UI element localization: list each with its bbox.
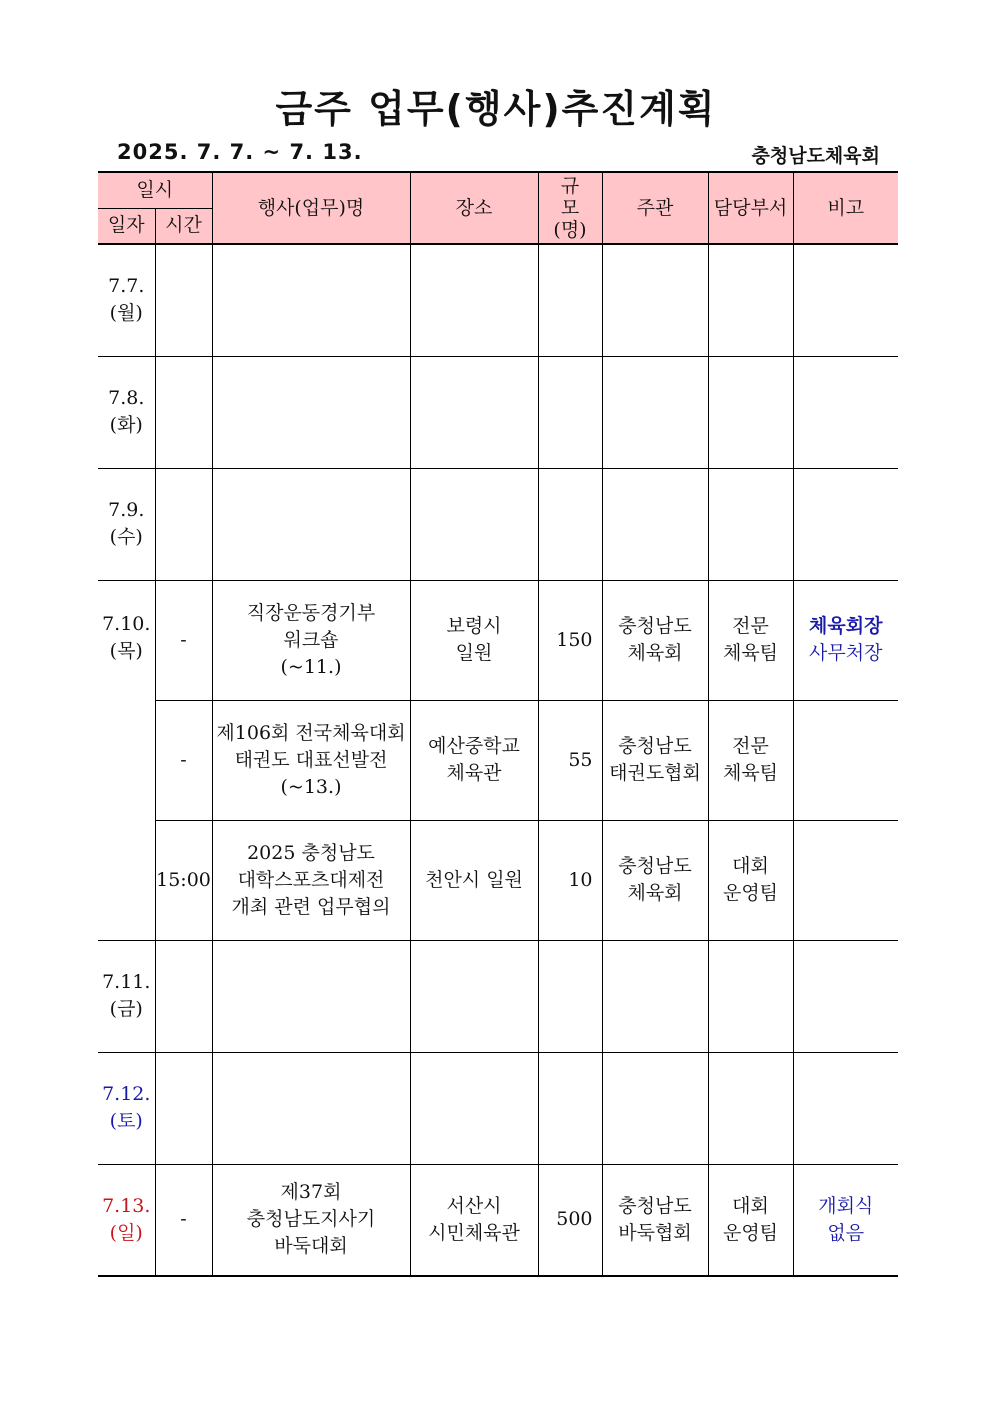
- col-header-event: 행사(업무)명: [212, 172, 410, 244]
- empty-cell: [538, 244, 602, 356]
- note-line: 개회식: [818, 1194, 874, 1217]
- note-cell: [793, 1164, 898, 1276]
- place-line: 천안시 일원: [425, 868, 523, 891]
- event-name-line: 대학스포츠대제전: [237, 868, 385, 891]
- host-cell: [602, 580, 708, 700]
- table-row: [98, 244, 898, 356]
- host-cell: [602, 820, 708, 940]
- empty-cell: [602, 468, 708, 580]
- schedule-table: [98, 171, 898, 1277]
- table-row: [98, 356, 898, 468]
- empty-cell: [708, 244, 793, 356]
- place-line: 보령시: [446, 615, 502, 637]
- host-line: 체육회: [627, 882, 683, 904]
- time-cell: -: [155, 1164, 212, 1276]
- table-row: [98, 580, 898, 700]
- empty-cell: [602, 356, 708, 468]
- empty-cell: [155, 244, 212, 356]
- empty-cell: [708, 468, 793, 580]
- place-line: 시민체육관: [428, 1221, 520, 1244]
- empty-cell: [793, 468, 898, 580]
- note-line: 없음: [827, 1221, 865, 1244]
- empty-cell: [212, 468, 410, 580]
- event-name-cell: [212, 1164, 410, 1276]
- col-header-host: 주관: [602, 172, 708, 244]
- time-cell: -: [155, 700, 212, 820]
- empty-cell: [793, 356, 898, 468]
- time-cell: 15:00: [155, 820, 212, 940]
- date-line: (일): [109, 1221, 143, 1244]
- event-name-cell: [212, 700, 410, 820]
- note-cell: [793, 700, 898, 820]
- host-line: 체육회: [627, 642, 683, 664]
- event-name-line: 제37회: [280, 1181, 342, 1204]
- place-cell: [410, 700, 538, 820]
- dept-line: 전문: [732, 615, 769, 637]
- organization-name: 충청남도체육회: [751, 145, 880, 167]
- host-cell: [602, 1164, 708, 1276]
- empty-cell: [538, 940, 602, 1052]
- place-line: 예산중학교: [428, 735, 520, 757]
- date-line: 7.11.: [102, 971, 151, 993]
- empty-cell: [212, 356, 410, 468]
- col-header-place: 장소: [410, 172, 538, 244]
- empty-cell: [602, 244, 708, 356]
- col-header-note: 비고: [793, 172, 898, 244]
- scale-cell: 150: [538, 580, 602, 700]
- event-name-line: 제106회 전국체육대회: [216, 721, 406, 744]
- empty-cell: [602, 940, 708, 1052]
- date-line: 7.13.: [102, 1194, 151, 1217]
- event-name-line: 2025 충청남도: [247, 841, 375, 864]
- scale-cell: 500: [538, 1164, 602, 1276]
- place-cell: [410, 580, 538, 700]
- table-row: [98, 1052, 898, 1164]
- host-line: 충청남도: [618, 615, 692, 637]
- empty-cell: [793, 940, 898, 1052]
- col-header-time: 시간: [155, 208, 212, 244]
- event-name-line: 바둑대회: [274, 1235, 348, 1258]
- host-line: 충청남도: [618, 1194, 692, 1217]
- empty-cell: [410, 940, 538, 1052]
- date-line: (수): [109, 526, 143, 548]
- event-name-cell: [212, 820, 410, 940]
- event-name-line: 개최 관련 업무협의: [231, 895, 391, 918]
- col-header-dept: 담당부서: [708, 172, 793, 244]
- empty-cell: [538, 356, 602, 468]
- date-line: (토): [109, 1110, 143, 1132]
- place-line: 체육관: [446, 762, 502, 784]
- place-line: 일원: [455, 642, 493, 664]
- empty-cell: [538, 468, 602, 580]
- empty-cell: [212, 940, 410, 1052]
- place-cell: [410, 820, 538, 940]
- event-name-line: 충청남도지사기: [246, 1208, 376, 1231]
- dept-cell: [708, 1164, 793, 1276]
- date-cell: [98, 1052, 155, 1164]
- col-header-date: 일자: [98, 208, 155, 244]
- time-cell: -: [155, 580, 212, 700]
- date-line: 7.9.: [108, 499, 145, 521]
- empty-cell: [410, 244, 538, 356]
- dept-line: 체육팀: [722, 762, 779, 784]
- date-range: 2025. 7. 7. ~ 7. 13.: [117, 140, 363, 164]
- host-line: 바둑협회: [618, 1221, 692, 1244]
- date-line: (목): [109, 639, 143, 662]
- empty-cell: [212, 1052, 410, 1164]
- scale-cell: 10: [538, 820, 602, 940]
- date-line: 7.10.: [102, 612, 151, 635]
- date-cell: [98, 940, 155, 1052]
- note-cell: [793, 580, 898, 700]
- empty-cell: [212, 244, 410, 356]
- date-line: 7.7.: [108, 275, 145, 298]
- date-cell: [98, 356, 155, 468]
- scale-cell: 55: [538, 700, 602, 820]
- empty-cell: [708, 1052, 793, 1164]
- note-line: 체육회장: [809, 615, 883, 637]
- host-line: 충청남도: [618, 855, 692, 877]
- empty-cell: [708, 356, 793, 468]
- event-name-line: 직장운동경기부: [246, 601, 376, 624]
- note-line: 사무처장: [809, 642, 883, 664]
- empty-cell: [155, 1052, 212, 1164]
- dept-cell: [708, 580, 793, 700]
- event-name-line: (~11.): [280, 655, 342, 678]
- host-cell: [602, 700, 708, 820]
- table-row: [98, 700, 898, 820]
- empty-cell: [793, 244, 898, 356]
- empty-cell: [155, 940, 212, 1052]
- event-name-line: 태권도 대표선발전: [234, 748, 388, 771]
- dept-line: 운영팀: [722, 882, 779, 904]
- table-row: [98, 1164, 898, 1276]
- date-line: 7.8.: [108, 387, 145, 409]
- document-title: 금주 업무(행사)추진계획: [275, 87, 717, 131]
- table-row: [98, 820, 898, 940]
- date-line: (금): [109, 998, 143, 1020]
- event-name-cell: [212, 580, 410, 700]
- table-row: [98, 940, 898, 1052]
- note-cell: [793, 820, 898, 940]
- date-line: (월): [109, 302, 143, 325]
- date-cell: [98, 468, 155, 580]
- table-row: [98, 468, 898, 580]
- dept-line: 운영팀: [722, 1221, 779, 1244]
- empty-cell: [538, 1052, 602, 1164]
- col-header-scale: [538, 172, 602, 244]
- empty-cell: [793, 1052, 898, 1164]
- date-line: 7.12.: [102, 1083, 151, 1105]
- col-header-datetime: 일시: [98, 172, 212, 208]
- empty-cell: [410, 468, 538, 580]
- date-cell: [98, 580, 155, 940]
- place-cell: [410, 1164, 538, 1276]
- header-row: [98, 172, 898, 208]
- date-line: (화): [109, 414, 143, 436]
- dept-line: 체육팀: [722, 642, 779, 664]
- empty-cell: [410, 1052, 538, 1164]
- dept-line: 전문: [732, 735, 769, 757]
- dept-line: 대회: [732, 855, 769, 877]
- date-cell: [98, 1164, 155, 1276]
- empty-cell: [708, 940, 793, 1052]
- scale-header-label: 규모(명): [553, 175, 587, 241]
- dept-cell: [708, 820, 793, 940]
- event-name-line: 워크숍: [283, 628, 339, 651]
- empty-cell: [602, 1052, 708, 1164]
- empty-cell: [155, 356, 212, 468]
- event-name-line: (~13.): [280, 775, 342, 798]
- place-line: 서산시: [446, 1194, 502, 1217]
- dept-cell: [708, 700, 793, 820]
- empty-cell: [410, 356, 538, 468]
- host-line: 충청남도: [618, 735, 692, 757]
- date-cell: [98, 244, 155, 356]
- host-line: 태권도협회: [609, 762, 701, 784]
- dept-line: 대회: [732, 1194, 769, 1217]
- empty-cell: [155, 468, 212, 580]
